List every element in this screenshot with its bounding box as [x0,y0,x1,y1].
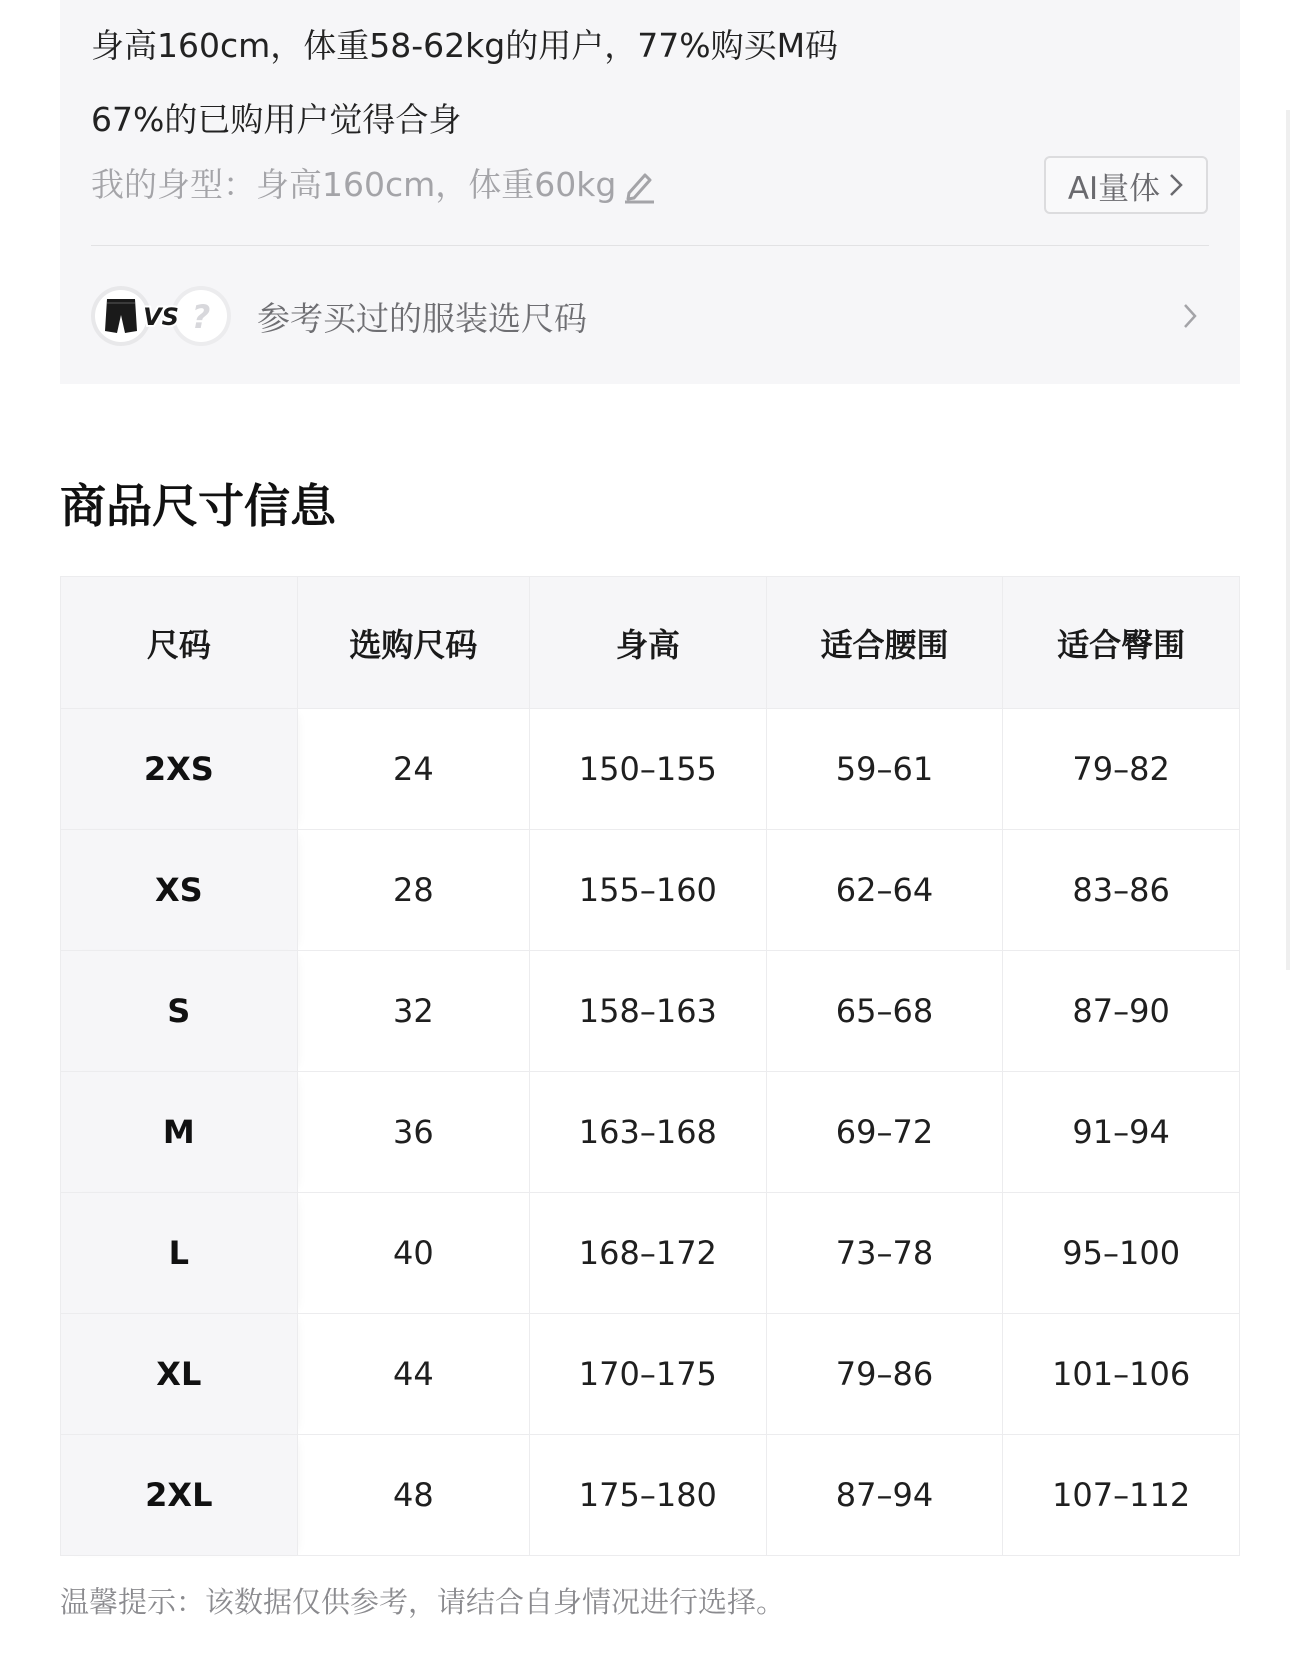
height-cell: 168–172 [530,1193,767,1314]
purchase-size-cell: 28 [297,830,529,951]
unknown-garment-icon: ? [191,298,211,336]
hip-cell: 107–112 [1003,1435,1240,1556]
waist-cell: 59–61 [766,709,1003,830]
purchase-size-cell: 44 [297,1314,529,1435]
purchase-stat-text: 身高160cm，体重58-62kg的用户，77%购买M码 [91,26,839,65]
waist-cell: 87–94 [766,1435,1003,1556]
size-cell: S [61,951,298,1072]
height-cell: 175–180 [530,1435,767,1556]
my-body-type[interactable] [91,165,656,205]
disclaimer-note: 温馨提示：该数据仅供参考，请结合自身情况进行选择。 [60,1585,786,1619]
waist-cell: 65–68 [766,951,1003,1072]
size-cell: M [61,1072,298,1193]
chevron-right-icon [1181,301,1199,331]
divider [91,245,1209,246]
ai-measure-label: AI量体 [1067,170,1161,207]
hip-cell: 87–90 [1003,951,1240,1072]
hip-cell: 101–106 [1003,1314,1240,1435]
scrollbar[interactable] [1286,110,1290,970]
purchase-size-cell: 32 [297,951,529,1072]
waist-cell: 79–86 [766,1314,1003,1435]
purchase-size-cell: 36 [297,1072,529,1193]
pencil-icon[interactable] [622,166,656,204]
header-waist: 适合腰围 [766,577,1003,709]
size-cell: 2XL [61,1435,298,1556]
waist-cell: 73–78 [766,1193,1003,1314]
table-row [61,1435,1240,1556]
hip-cell: 83–86 [1003,830,1240,951]
size-cell: L [61,1193,298,1314]
height-cell: 163–168 [530,1072,767,1193]
height-cell: 155–160 [530,830,767,951]
fit-stat-text: 67%的已购用户觉得合身 [91,100,462,139]
table-row [61,951,1240,1072]
purchase-size-cell: 40 [297,1193,529,1314]
header-size: 尺码 [61,577,298,709]
height-cell: 158–163 [530,951,767,1072]
table-row [61,1193,1240,1314]
table-row [61,1072,1240,1193]
reference-purchase-row[interactable] [91,278,1209,354]
table-row [61,830,1240,951]
header-purchase-size: 选购尺码 [297,577,529,709]
hip-cell: 79–82 [1003,709,1240,830]
size-cell: 2XS [61,709,298,830]
size-cell: XS [61,830,298,951]
vs-label: VS [143,303,179,331]
vs-comparison-badge [91,281,237,351]
purchase-size-cell: 24 [297,709,529,830]
waist-cell: 62–64 [766,830,1003,951]
height-cell: 170–175 [530,1314,767,1435]
table-header-row [61,577,1240,709]
height-cell: 150–155 [530,709,767,830]
body-type-text: 我的身型：身高160cm，体重60kg [91,165,617,204]
header-height: 身高 [530,577,767,709]
size-recommendation-card [60,0,1240,384]
waist-cell: 69–72 [766,1072,1003,1193]
size-table [60,576,1240,1556]
section-title: 商品尺寸信息 [60,479,336,533]
table-row [61,1314,1240,1435]
table-row [61,709,1240,830]
purchase-size-cell: 48 [297,1435,529,1556]
chevron-right-icon [1168,172,1184,198]
ai-measure-button[interactable] [1044,156,1208,214]
hip-cell: 95–100 [1003,1193,1240,1314]
size-cell: XL [61,1314,298,1435]
header-hip: 适合臀围 [1003,577,1240,709]
hip-cell: 91–94 [1003,1072,1240,1193]
reference-text: 参考买过的服装选尺码 [257,298,587,338]
